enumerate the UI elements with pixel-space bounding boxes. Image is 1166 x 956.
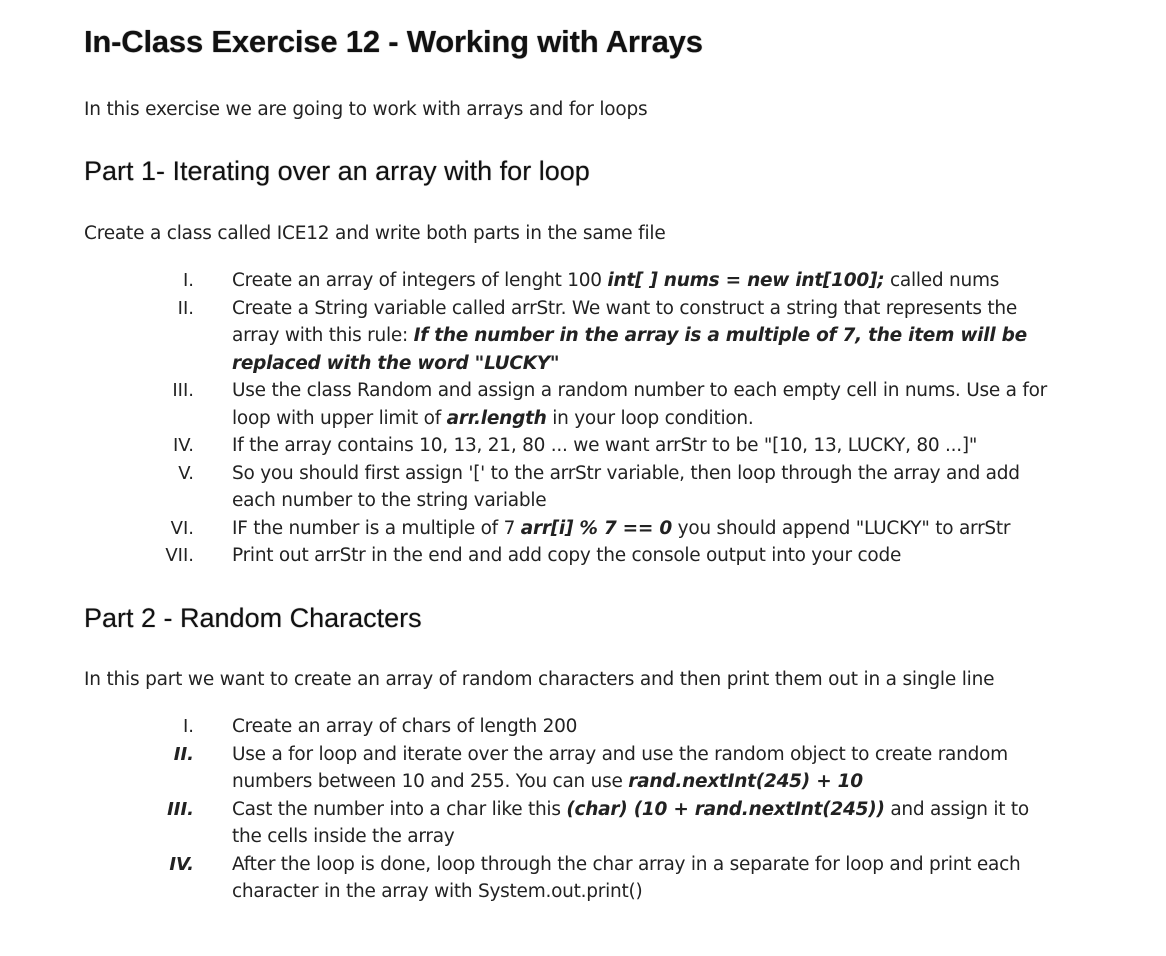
code-snippet: arr.length [446, 407, 547, 429]
text-segment: Create a String variable called arrStr. We want to construct a string that represents the array with this rule: [232, 297, 1018, 346]
page-title: In-Class Exercise 12 - Working with Arrays [84, 24, 703, 59]
list-item-number: II. [177, 297, 194, 319]
text-segment: you should append "LUCKY" to arrStr [672, 517, 1011, 539]
text-segment: So you should first assign '[' to the arrStr variable, then loop through the array and add each number to the string variable [232, 462, 1020, 511]
intro-text: In this exercise we are going to work with arrays and for loops [84, 99, 648, 120]
text-segment: Use the class Random and assign a random number to each empty cell in nums. Use a for loop with upper limit of [232, 380, 1048, 429]
code-snippet: (char) (10 + rand.nextInt(245)) [566, 798, 885, 820]
list-item-text [232, 432, 1052, 460]
list-item-number: IV. [172, 435, 194, 456]
code-snippet: int[ ] nums = new int[100]; [607, 270, 885, 291]
text-segment: Cast the number into a char like this [232, 798, 567, 820]
code-snippet: arr[i] % 7 == 0 [520, 517, 672, 539]
list-item-text [232, 713, 1052, 741]
list-item-text [232, 542, 1052, 570]
list-item [84, 515, 1144, 543]
text-segment: If the array contains 10, 13, 21, 80 ... we want arrStr to be "[10, 13, LUCKY, 80 ...]" [232, 435, 978, 456]
list-item-text [232, 515, 1052, 543]
text-segment: Create an array of chars of length 200 [232, 716, 578, 737]
part1-lead: Create a class called ICE12 and write both parts in the same file [84, 223, 666, 244]
code-snippet: rand.nextInt(245) + 10 [628, 771, 863, 792]
list-item-number: I. [182, 270, 194, 291]
list-item-text [232, 377, 1052, 432]
text-segment: called nums [884, 270, 1000, 291]
list-item [84, 851, 1144, 906]
list-item-text [232, 851, 1052, 906]
list-item-number: II. [173, 743, 194, 765]
list-item-text [232, 267, 1052, 295]
list-item-text [232, 295, 1052, 378]
list-item-text [232, 796, 1052, 851]
list-item-number: I. [182, 716, 194, 737]
text-segment: IF the number is a multiple of 7 [232, 517, 521, 539]
text-segment: in your loop condition. [546, 407, 754, 429]
part2-list [84, 713, 1144, 906]
text-segment: After the loop is done, loop through the char array in a separate for loop and print each character in the array with System.out.print() [232, 853, 1021, 902]
part2-heading: Part 2 - Random Characters [84, 603, 422, 633]
list-item [84, 377, 1144, 432]
list-item [84, 295, 1144, 378]
list-item-number: III. [172, 380, 194, 401]
list-item [84, 713, 1144, 741]
list-item [84, 741, 1144, 796]
list-item [84, 267, 1144, 295]
part1-heading: Part 1- Iterating over an array with for loop [84, 156, 590, 186]
list-item-number: VI. [170, 517, 194, 539]
list-item [84, 432, 1144, 460]
list-item [84, 542, 1144, 570]
text-segment: Create an array of integers of lenght 100 [232, 270, 608, 291]
text-segment: and assign it to the cells inside the array [232, 798, 1029, 847]
code-snippet: If the number in the array is a multiple of 7, the item will be replaced with the word "LUCKY" [232, 325, 1027, 374]
list-item-number: VII. [165, 545, 194, 566]
list-item-number: V. [178, 462, 194, 484]
text-segment: Use a for loop and iterate over the array and use the random object to create random numbers between 10 and 255. You can use [232, 743, 1008, 792]
list-item-text [232, 741, 1052, 796]
part2-lead: In this part we want to create an array of random characters and then print them out in a single line [84, 669, 995, 690]
list-item-text [232, 460, 1052, 515]
list-item-number: IV. [169, 853, 194, 875]
list-item [84, 460, 1144, 515]
list-item-number: III. [167, 798, 194, 820]
text-segment: Print out arrStr in the end and add copy the console output into your code [232, 545, 902, 566]
list-item [84, 796, 1144, 851]
part1-list [84, 267, 1144, 570]
